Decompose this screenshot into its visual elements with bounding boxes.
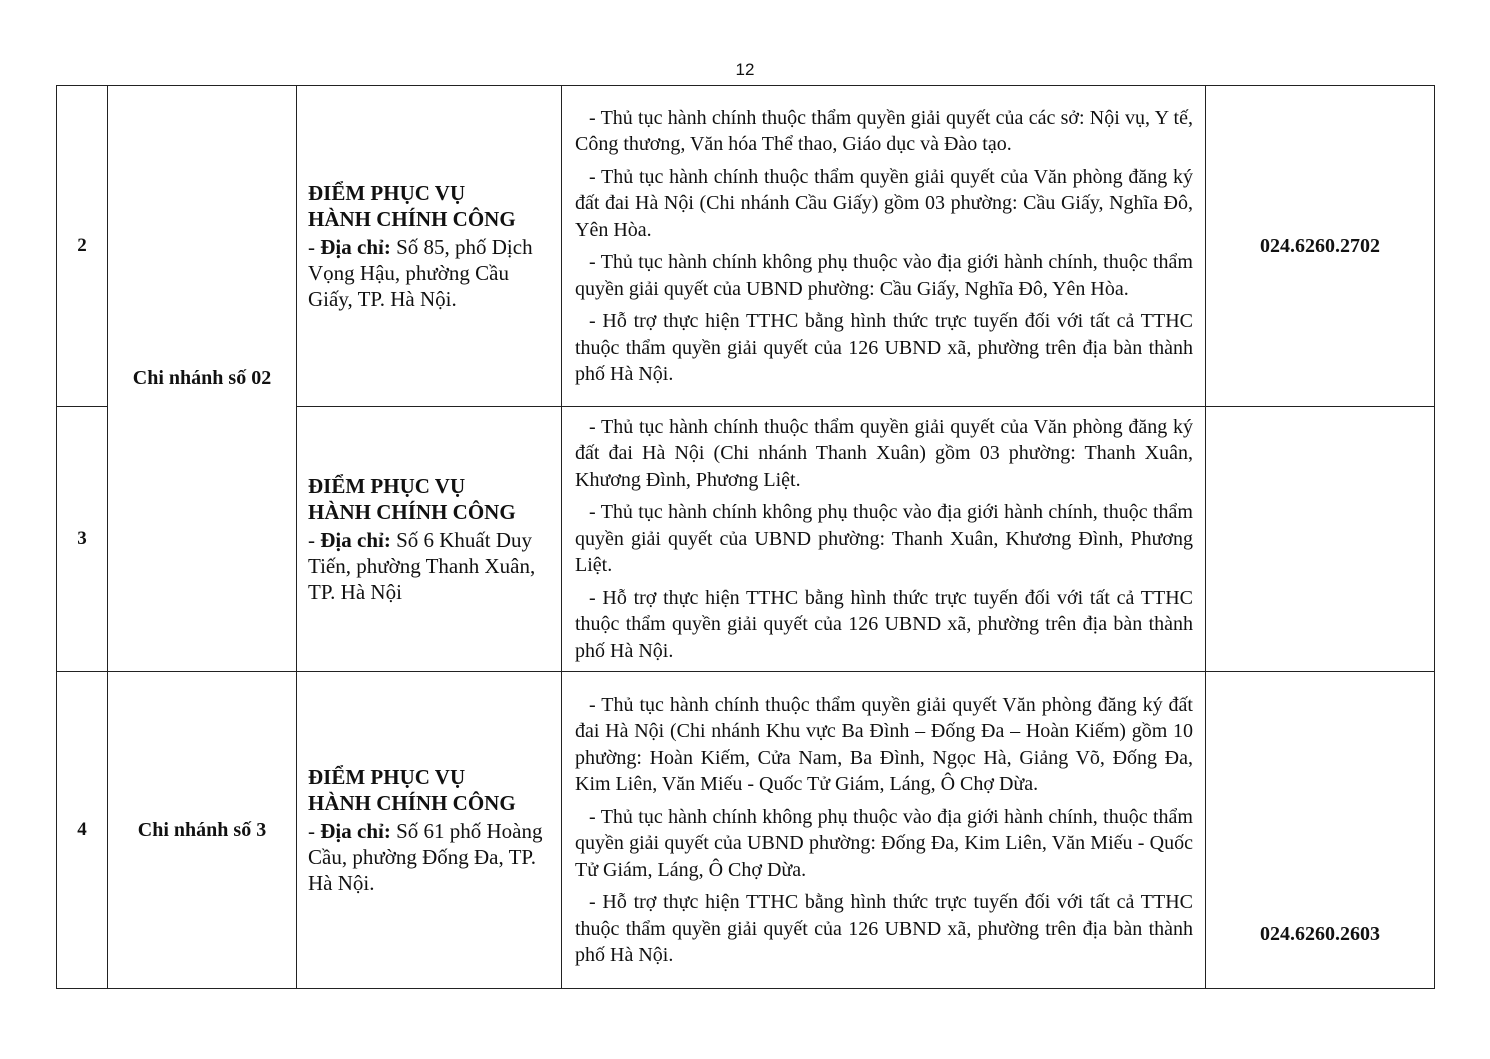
service-points-table: [56, 85, 1435, 989]
address-label: Địa chỉ:: [320, 528, 391, 552]
procedure-item: - Thủ tục hành chính không phụ thuộc vào địa giới hành chính, thuộc thẩm quyền giải quyết của UBND phường: Cầu Giấy, Nghĩa Đô, Yên Hòa.: [575, 251, 1193, 300]
service-point-title-line: HÀNH CHÍNH CÔNG: [308, 500, 516, 524]
address-text: Số 61 phố Hoàng Cầu, phường Đống Đa, TP. Hà Nội.: [308, 819, 543, 895]
empty-cell: [1206, 407, 1435, 672]
service-point-address: [308, 527, 551, 605]
service-point-title-line: ĐIỂM PHỤC VỤ: [308, 765, 466, 789]
procedure-item: - Thủ tục hành chính thuộc thẩm quyền giải quyết của Văn phòng đăng ký đất đai Hà Nội (Chi nhánh Thanh Xuân) gồm 03 phường: Thanh Xuân, Khương Đình, Phương Liệt.: [575, 415, 1193, 491]
table-row: [57, 672, 1435, 989]
service-point-title: [308, 180, 551, 232]
page-number: 12: [735, 60, 755, 79]
branch-name: Chi nhánh số 3: [108, 672, 297, 989]
service-point-title-line: ĐIỂM PHỤC VỤ: [308, 474, 466, 498]
service-point-title: [308, 764, 551, 816]
procedure-item: - Thủ tục hành chính không phụ thuộc vào địa giới hành chính, thuộc thẩm quyền giải quyết của UBND phường: Đống Đa, Kim Liên, Văn Miếu - Quốc Tử Giám, Láng, Ô Chợ Dừa.: [575, 805, 1193, 881]
hotline-number: 024.6260.2603: [1206, 672, 1435, 989]
procedure-item: - Hỗ trợ thực hiện TTHC bằng hình thức trực tuyến đối với tất cả TTHC thuộc thẩm quyền giải quyết của 126 UBND xã, phường trên địa bàn thành phố Hà Nội.: [575, 891, 1193, 966]
service-point-cell: [297, 672, 562, 989]
table-row: [57, 86, 1435, 407]
procedure-item: - Thủ tục hành chính thuộc thẩm quyền giải quyết Văn phòng đăng ký đất đai Hà Nội (Chi nhánh Khu vực Ba Đình – Đống Đa – Hoàn Kiếm) gồm 10 phường: Hoàn Kiếm, Cửa Nam, Ba Đình, Ngọc Hà, Giảng Võ, Đống Đa, Kim Liên, Văn Miếu - Quốc Tử Giám, Láng, Ô Chợ Dừa.: [575, 693, 1193, 795]
procedure-item: - Hỗ trợ thực hiện TTHC bằng hình thức trực tuyến đối với tất cả TTHC thuộc thẩm quyền giải quyết của 126 UBND xã, phường trên địa bàn thành phố Hà Nội.: [575, 586, 1193, 662]
procedure-item: - Thủ tục hành chính không phụ thuộc vào địa giới hành chính, thuộc thẩm quyền giải quyết của UBND phường: Thanh Xuân, Khương Đình, Phương Liệt.: [575, 501, 1193, 577]
address-text: Số 85, phố Dịch Vọng Hậu, phường Cầu Giấy, TP. Hà Nội.: [308, 235, 533, 311]
service-point-cell: [297, 407, 562, 672]
hotline-number: 024.6260.2702: [1206, 86, 1435, 407]
address-text: Số 6 Khuất Duy Tiến, phường Thanh Xuân, TP. Hà Nội: [308, 528, 536, 604]
row-number: 3: [57, 407, 108, 672]
procedures-cell: [562, 407, 1206, 672]
address-prefix: -: [308, 235, 321, 259]
service-point-title-line: ĐIỂM PHỤC VỤ: [308, 181, 466, 205]
address-label: Địa chỉ:: [320, 819, 391, 843]
address-prefix: -: [308, 528, 321, 552]
service-point-title-line: HÀNH CHÍNH CÔNG: [308, 791, 516, 815]
row-number: 4: [57, 672, 108, 989]
procedure-item: - Thủ tục hành chính thuộc thẩm quyền giải quyết của các sở: Nội vụ, Y tế, Công thương, Văn hóa Thể thao, Giáo dục và Đào tạo.: [575, 106, 1193, 155]
service-point-address: [308, 818, 551, 896]
procedures-cell: [562, 672, 1206, 989]
procedure-item: - Hỗ trợ thực hiện TTHC bằng hình thức trực tuyến đối với tất cả TTHC thuộc thẩm quyền giải quyết của 126 UBND xã, phường trên địa bàn thành phố Hà Nội.: [575, 310, 1193, 385]
service-point-cell: [297, 86, 562, 407]
row-number: 2: [57, 86, 108, 407]
procedure-item: - Thủ tục hành chính thuộc thẩm quyền giải quyết của Văn phòng đăng ký đất đai Hà Nội (Chi nhánh Cầu Giấy) gồm 03 phường: Cầu Giấy, Nghĩa Đô, Yên Hòa.: [575, 165, 1193, 241]
branch-name: Chi nhánh số 02: [108, 86, 297, 672]
address-label: Địa chỉ:: [320, 235, 391, 259]
address-prefix: -: [308, 819, 321, 843]
procedures-cell: [562, 86, 1206, 407]
service-point-address: [308, 234, 551, 312]
service-point-title-line: HÀNH CHÍNH CÔNG: [308, 207, 516, 231]
service-point-title: [308, 473, 551, 525]
